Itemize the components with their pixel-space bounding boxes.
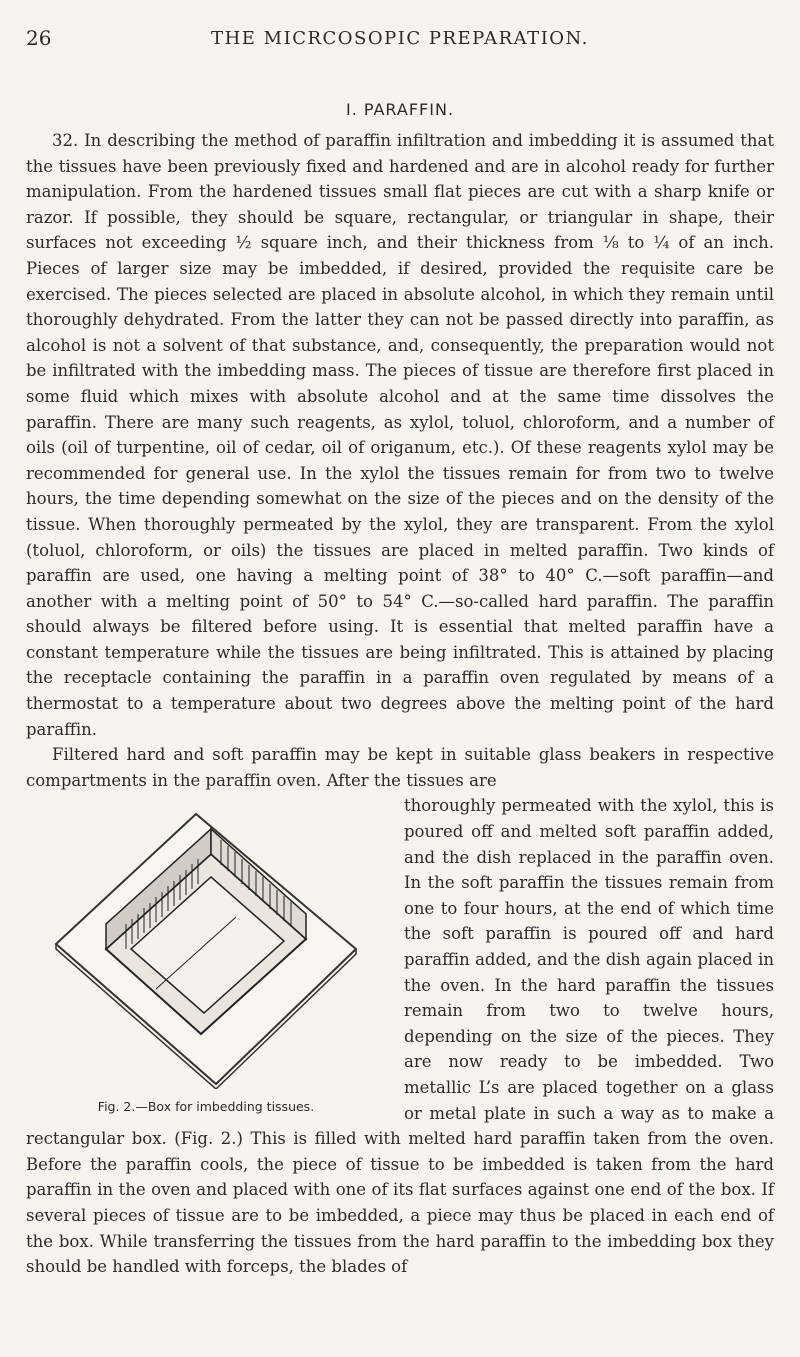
imbedding-box-illustration (36, 799, 376, 1089)
paragraph-32 (26, 128, 774, 742)
paragraph-text-after-figure: thoroughly permeated with the xylol, this is poured off and melted soft paraffin added, and the dish replaced in the paraffin oven. In the soft paraffin the tissues remain from one to four hours, at the end of which time the soft paraffin is poured off and hard paraffin added, and the dish again placed in the oven. In the hard paraffin the tissues remain from two to twelve hours, depending on the size of the pieces. They are now ready to be imbedded. Two metallic L’s are placed together on a glass or metal plate in such a way as to make a rectangular box. (Fig. 2.) This is filled with melted hard paraffin taken from the oven. Before the paraffin cools, the piece of tissue to be imbedded is taken from the hard paraffin in the oven and placed with one of its flat surfaces against one end of the box. If several pieces of tissue are to be imbedded, a piece may thus be placed in each end of the box. While transferring the tissues from the hard paraffin to the imbedding box they should be handled with forceps, the blades of (26, 796, 774, 1277)
page-number: 26 (26, 26, 52, 50)
paragraph-text-before-figure: Filtered hard and soft paraffin may be kept in suitable glass beakers in respective compartments in the paraffin oven. After the tissues are (26, 745, 774, 790)
paragraph-text: In describing the method of paraffin infiltration and imbedding it is assumed that the tissues have been previously fixed and hardened and are in alcohol ready for further manipulation. From the hardened tissues small flat pieces are cut with a sharp knife or razor. If possible, they should be square, rectangular, or triangular in shape, their surfaces not exceeding ½ square inch, and their thickness from ⅛ to ¼ of an inch. Pieces of larger size may be imbedded, if desired, provided the requisite care be exercised. The pieces selected are placed in absolute alcohol, in which they remain until thoroughly dehydrated. From the latter they can not be passed directly into paraffin, as alcohol is not a solvent of that substance, and, consequently, the preparation would not be infiltrated with the imbedding mass. The pieces of tissue are therefore first placed in some fluid which mixes with absolute alcohol and at the same time dissolves the paraffin. There are many such reagents, as xylol, toluol, chloroform, and a number of oils (oil of turpentine, oil of cedar, oil of origanum, etc.). Of these reagents xylol may be recommended for general use. In the xylol the tissues remain for from two to twelve hours, the time depending somewhat on the size of the pieces and on the density of the tissue. When thoroughly permeated by the xylol, they are transparent. From the xylol (toluol, chloroform, or oils) the tissues are placed in melted paraffin. Two kinds of paraffin are used, one having a melting point of 38° to 40° C.—soft paraffin—and another with a melting point of 50° to 54° C.—so-called hard paraffin. The paraffin should always be filtered before using. It is essential that melted paraffin have a constant temperature while the tissues are being infiltrated. This is attained by placing the receptacle containing the paraffin in a paraffin oven regulated by means of a thermostat to a temperature about two degrees above the melting point of the hard paraffin. (26, 131, 774, 739)
figure-caption: Fig. 2.—Box for imbedding tissues. (97, 1099, 315, 1115)
section-heading: I. PARAFFIN. (345, 100, 455, 119)
figure-2 (36, 799, 376, 1115)
paragraph-number: 32. (52, 131, 79, 150)
running-head: THE MICRCOSOPIC PREPARATION. (211, 28, 589, 49)
